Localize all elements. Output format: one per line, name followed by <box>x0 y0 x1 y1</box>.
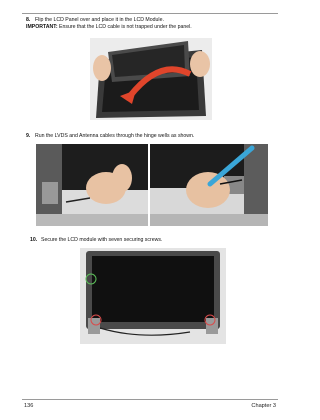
important-note <box>26 24 192 30</box>
step-number: 8. <box>26 17 31 23</box>
step-number: 9. <box>26 133 31 139</box>
photo-flip-lcd-panel <box>90 38 212 120</box>
step-number: 10. <box>30 237 38 243</box>
step-9 <box>26 133 194 139</box>
page-number: 136 <box>24 403 34 409</box>
step-text: Run the LVDS and Antenna cables through the hinge wells as shown. <box>35 133 195 139</box>
step-text: Secure the LCD module with seven securing screws. <box>41 237 163 243</box>
step-8 <box>26 17 164 23</box>
step-text: Flip the LCD Panel over and place it in the LCD Module. <box>35 17 164 23</box>
photo-secure-lcd-module <box>80 248 226 344</box>
important-text: Ensure that the LCD cable is not trapped under the panel. <box>57 24 192 30</box>
header-rule <box>22 13 278 14</box>
chapter-label: Chapter 3 <box>251 403 276 409</box>
step-10 <box>30 237 162 243</box>
photo-antenna-cable-right <box>150 144 268 226</box>
footer-rule <box>22 399 278 400</box>
important-label: IMPORTANT: <box>26 24 58 30</box>
photo-lvds-cable-left <box>36 144 148 226</box>
